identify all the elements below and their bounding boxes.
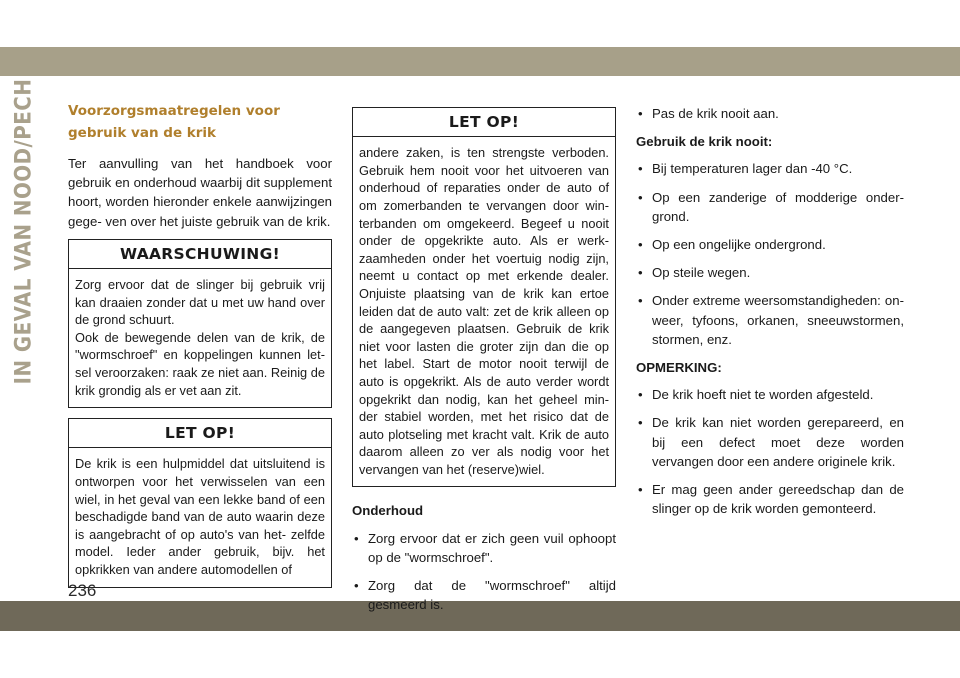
caution-box-1 <box>68 418 332 587</box>
section-heading: Voorzorgsmaatregelen voor gebruik van de krik <box>68 103 280 141</box>
maintenance-list <box>352 529 616 615</box>
warning-box <box>68 239 332 408</box>
section-side-tab <box>4 78 44 384</box>
list-item: • Onder extreme weersomstandigheden: on- weer, tyfoons, orkanen, sneeuwstormen, stormen, enz. <box>636 291 904 349</box>
never-use-heading: Gebruik de krik nooit: <box>636 134 773 150</box>
caution-body-1: De krik is een hulpmiddel dat uitsluitend is ontworpen voor het verwisselen van een wiel, in het geval van een lekke band of een beschadigde band van de auto waarin deze is aangebracht of op auto's van het- zelfde model. Ieder ander gebruik, bijv. het opkrikken van andere automodellen of <box>75 456 325 577</box>
list-item: • Op een zanderige of modderige onder- grond. <box>636 188 904 226</box>
caution-title-1: LET OP! <box>69 419 331 448</box>
section-side-tab-label: IN GEVAL VAN NOOD/PECH <box>11 78 37 384</box>
caution-body-2: andere zaken, is ten strengste verboden. Gebruik hem nooit voor het uitvoeren van onderhoud of reparaties onder de auto of om zomerbanden te vervangen door win- terbanden om omgekeerd. Begeef u nooit onder de opgekrikte auto. Als er werk- zaamheden onder het voertuig nodig zijn, neemt u contact op met erkende dealer. Onjuiste plaatsing van de krik kan ertoe leiden dat de auto valt: zet de krik alleen op de aangegeven plaatsen. Gebruik de krik niet voor lasten die groter zijn dan die op het label. Start de motor nooit terwijl de auto is opgekrikt. Als de auto verder wordt opgekrikt dan nodig, kan het geheel min- der stabiel worden, met het risico dat de auto plotseling met kracht valt. Krik de auto daarom alleen zo ver als nodig voor het vervangen van het (reserve)wiel. <box>359 145 609 477</box>
list-item: • Zorg ervoor dat er zich geen vuil ophoopt op de "wormschroef". <box>352 529 616 567</box>
top-list <box>636 104 904 123</box>
list-item: • Bij temperaturen lager dan -40 °C. <box>636 159 904 178</box>
note-heading: OPMERKING: <box>636 360 722 376</box>
never-use-list <box>636 159 904 349</box>
warning-body <box>69 269 331 407</box>
column-middle <box>352 100 616 624</box>
list-item: • De krik kan niet worden gerepareerd, en bij een defect moet deze worden vervangen door een andere originele krik. <box>636 413 904 471</box>
header-band <box>0 47 960 76</box>
list-item: • Op steile wegen. <box>636 263 904 282</box>
list-item: • Op een ongelijke ondergrond. <box>636 235 904 254</box>
column-left <box>68 100 332 598</box>
page-number: 236 <box>68 581 97 600</box>
caution-box-2 <box>352 107 616 487</box>
list-item: • Zorg dat de "wormschroef" altijd gesmeerd is. <box>352 576 616 614</box>
warning-text-2: Ook de bewegende delen van de krik, de "wormschroef" en koppelingen kunnen let- sel veroorzaken: raak ze niet aan. Reinig de krik grondig als er vet aan zit. <box>75 329 325 398</box>
warning-title: WAARSCHUWING! <box>69 240 331 269</box>
note-list <box>636 385 904 518</box>
caution-title-2: LET OP! <box>353 108 615 137</box>
maintenance-heading: Onderhoud <box>352 503 424 519</box>
list-item: • Er mag geen ander gereedschap dan de slinger op de krik worden gemonteerd. <box>636 480 904 518</box>
list-item: • Pas de krik nooit aan. <box>636 104 904 123</box>
column-right <box>636 100 904 527</box>
list-item: • De krik hoeft niet te worden afgesteld. <box>636 385 904 404</box>
intro-paragraph: Ter aanvulling van het handboek voor gebruik en onderhoud waarbij dit supplement hoort, worden hieronder enkele aanwijzingen gege- ven over het juiste gebruik van de krik. <box>68 156 332 229</box>
warning-text-1: Zorg ervoor dat de slinger bij gebruik vrij kan draaien zonder dat u met uw hand over de grond schuurt. <box>75 277 325 328</box>
